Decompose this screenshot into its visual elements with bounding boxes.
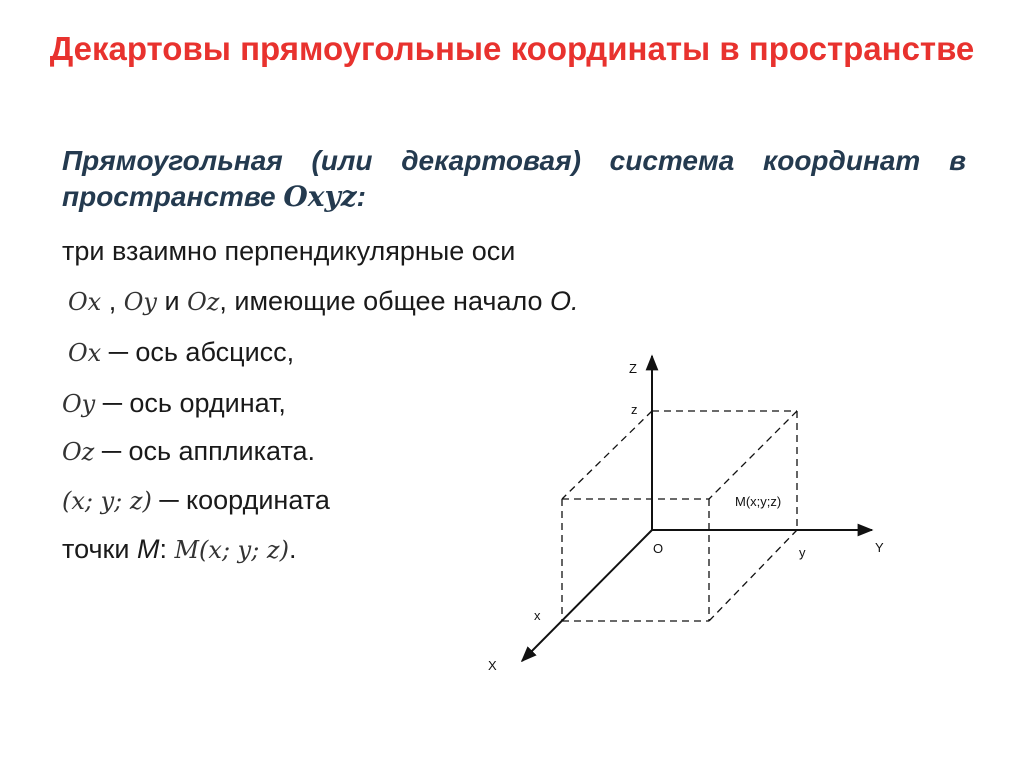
axis-x-label: X: [488, 658, 497, 673]
axis-oy-math: Oy: [123, 288, 157, 316]
ordinate-math: Oy: [62, 390, 96, 418]
axes-common-origin-text: , имеющие общее начало: [219, 286, 551, 316]
tick-y-label: y: [799, 545, 806, 560]
applicate-text: ─ ось аппликата.: [94, 436, 316, 466]
point-period: .: [288, 534, 297, 564]
applicate-math: Oz: [62, 438, 95, 466]
slide-title: Декартовы прямоугольные координаты в пространстве: [49, 30, 975, 67]
coordinates-math: (x; y; z): [62, 487, 152, 515]
coordinates-text: ─ координата: [151, 485, 330, 515]
axis-z-label: Z: [629, 361, 637, 376]
point-text: точки: [62, 534, 137, 564]
point-math: M(x; y; z): [174, 536, 289, 564]
tick-z-label: z: [631, 402, 638, 417]
tick-x-label: x: [534, 608, 541, 623]
axis-y-label: Y: [875, 540, 884, 555]
point-m-label: M(x;y;z): [735, 494, 782, 509]
axes-separator: ,: [101, 286, 124, 316]
x-axis: [522, 530, 652, 661]
point-colon: :: [159, 534, 175, 564]
coordinate-box: [562, 411, 797, 621]
axis-oz-math: Oz: [187, 288, 220, 316]
axes-description-text: три взаимно перпендикулярные оси: [62, 236, 516, 266]
axis-ox-math: Ox: [68, 288, 102, 316]
point-symbol: M: [136, 534, 160, 564]
definition-body: Прямоугольная (или декартовая) система координат в пространстве: [62, 145, 966, 212]
origin-symbol: O.: [550, 286, 579, 316]
abscissa-text: ─ ось абсцисс,: [101, 337, 295, 367]
definition-colon: :: [356, 181, 366, 212]
abscissa-math: Ox: [68, 339, 102, 367]
origin-label: O: [653, 541, 664, 556]
axes-conjunction: и: [156, 286, 188, 316]
ordinate-text: ─ ось ординат,: [95, 388, 286, 418]
definition-math: Oxyz: [283, 180, 357, 213]
